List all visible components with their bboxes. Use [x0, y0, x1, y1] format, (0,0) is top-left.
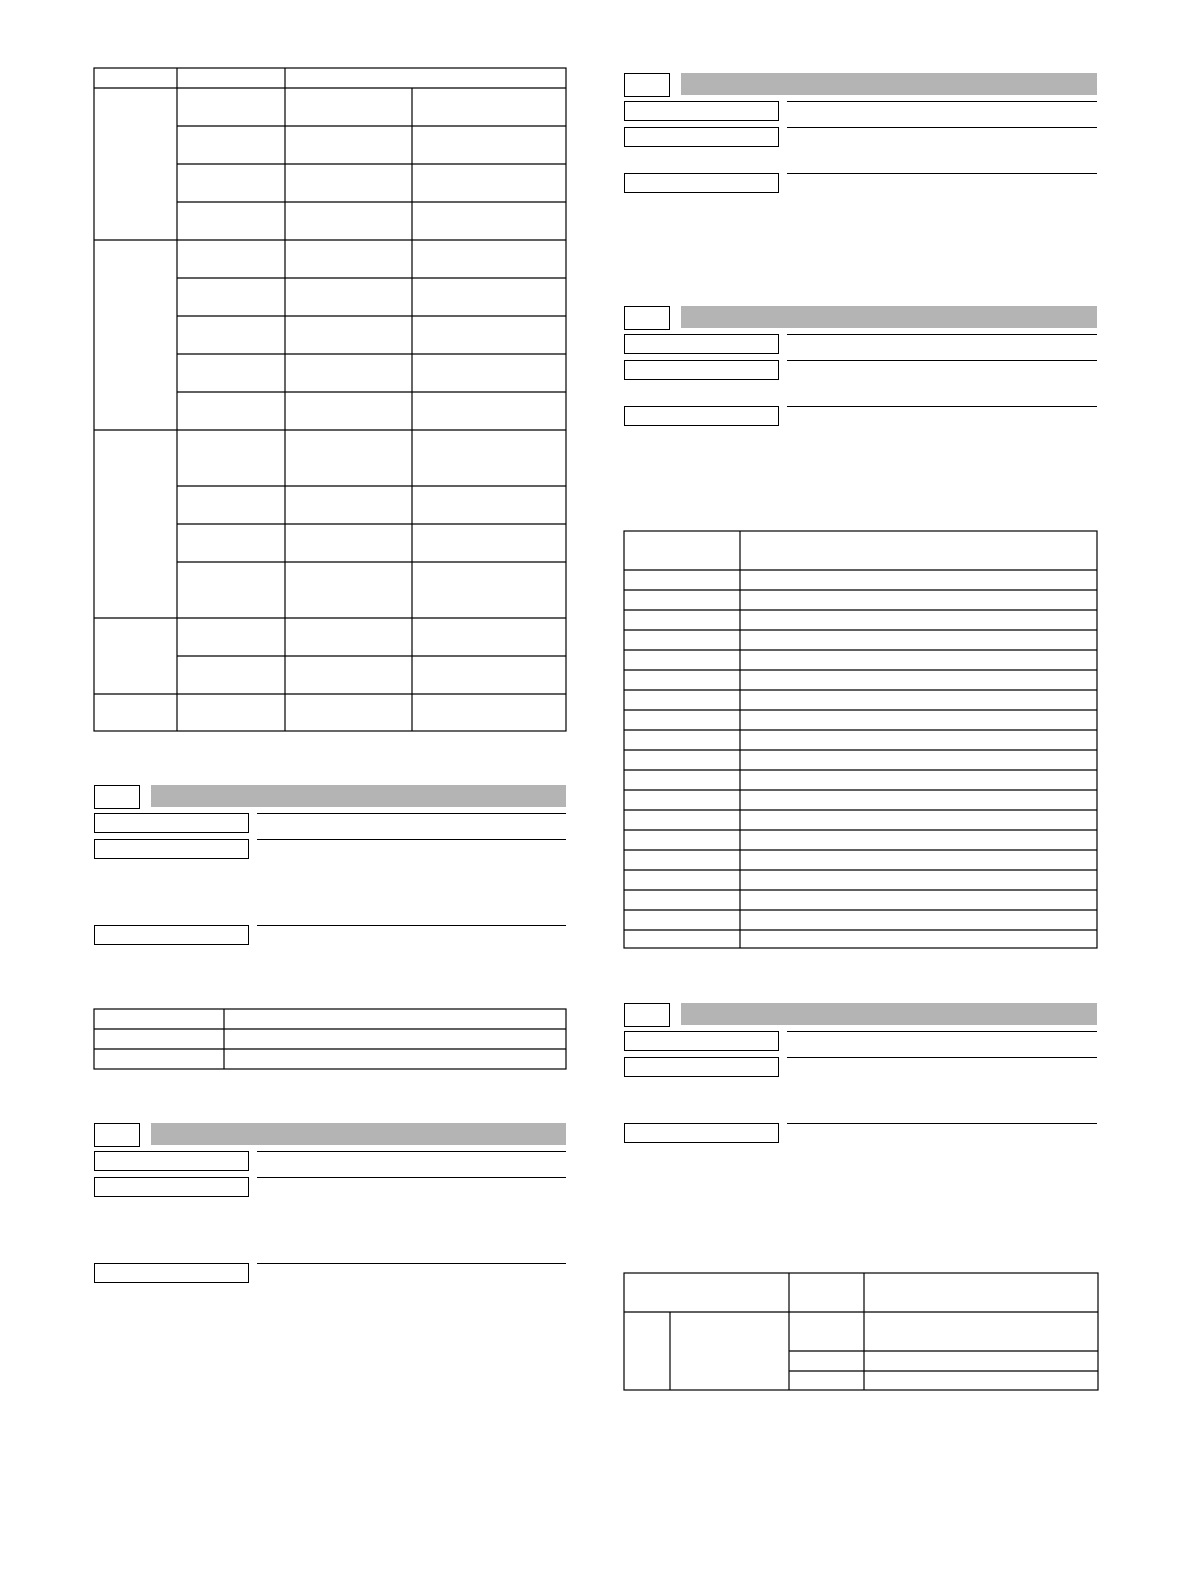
small-table [94, 1009, 566, 1069]
field-rule [787, 1123, 1097, 1124]
field-label-box [624, 406, 779, 426]
section-code-box [624, 306, 670, 330]
field-rule [787, 173, 1097, 174]
section-code-box [624, 73, 670, 97]
field-rule [257, 1151, 566, 1152]
field-rule [787, 334, 1097, 335]
field-label-box [94, 1263, 249, 1283]
field-label-box [624, 1123, 779, 1143]
field-label-box [624, 1057, 779, 1077]
field-rule [257, 1177, 566, 1178]
field-label-box [624, 360, 779, 380]
section-title-bar [681, 306, 1097, 328]
field-label-box [94, 839, 249, 859]
section-code-box [624, 1003, 670, 1027]
section-code-box [94, 1123, 140, 1147]
main-table [94, 68, 566, 731]
field-rule [787, 360, 1097, 361]
section-title-bar [151, 785, 566, 807]
bottom-table [624, 1273, 1098, 1390]
field-rule [787, 1057, 1097, 1058]
field-rule [257, 925, 566, 926]
field-rule [787, 1031, 1097, 1032]
field-label-box [624, 173, 779, 193]
field-label-box [94, 925, 249, 945]
field-rule [787, 406, 1097, 407]
section-title-bar [151, 1123, 566, 1145]
list-table [624, 531, 1097, 948]
field-rule [787, 101, 1097, 102]
field-label-box [94, 1177, 249, 1197]
field-label-box [94, 813, 249, 833]
field-rule [257, 1263, 566, 1264]
section-title-bar [681, 1003, 1097, 1025]
field-rule [257, 813, 566, 814]
field-label-box [94, 1151, 249, 1171]
section-title-bar [681, 73, 1097, 95]
field-label-box [624, 127, 779, 147]
field-rule [257, 839, 566, 840]
section-code-box [94, 785, 140, 809]
field-label-box [624, 334, 779, 354]
field-rule [787, 127, 1097, 128]
field-label-box [624, 1031, 779, 1051]
field-label-box [624, 101, 779, 121]
